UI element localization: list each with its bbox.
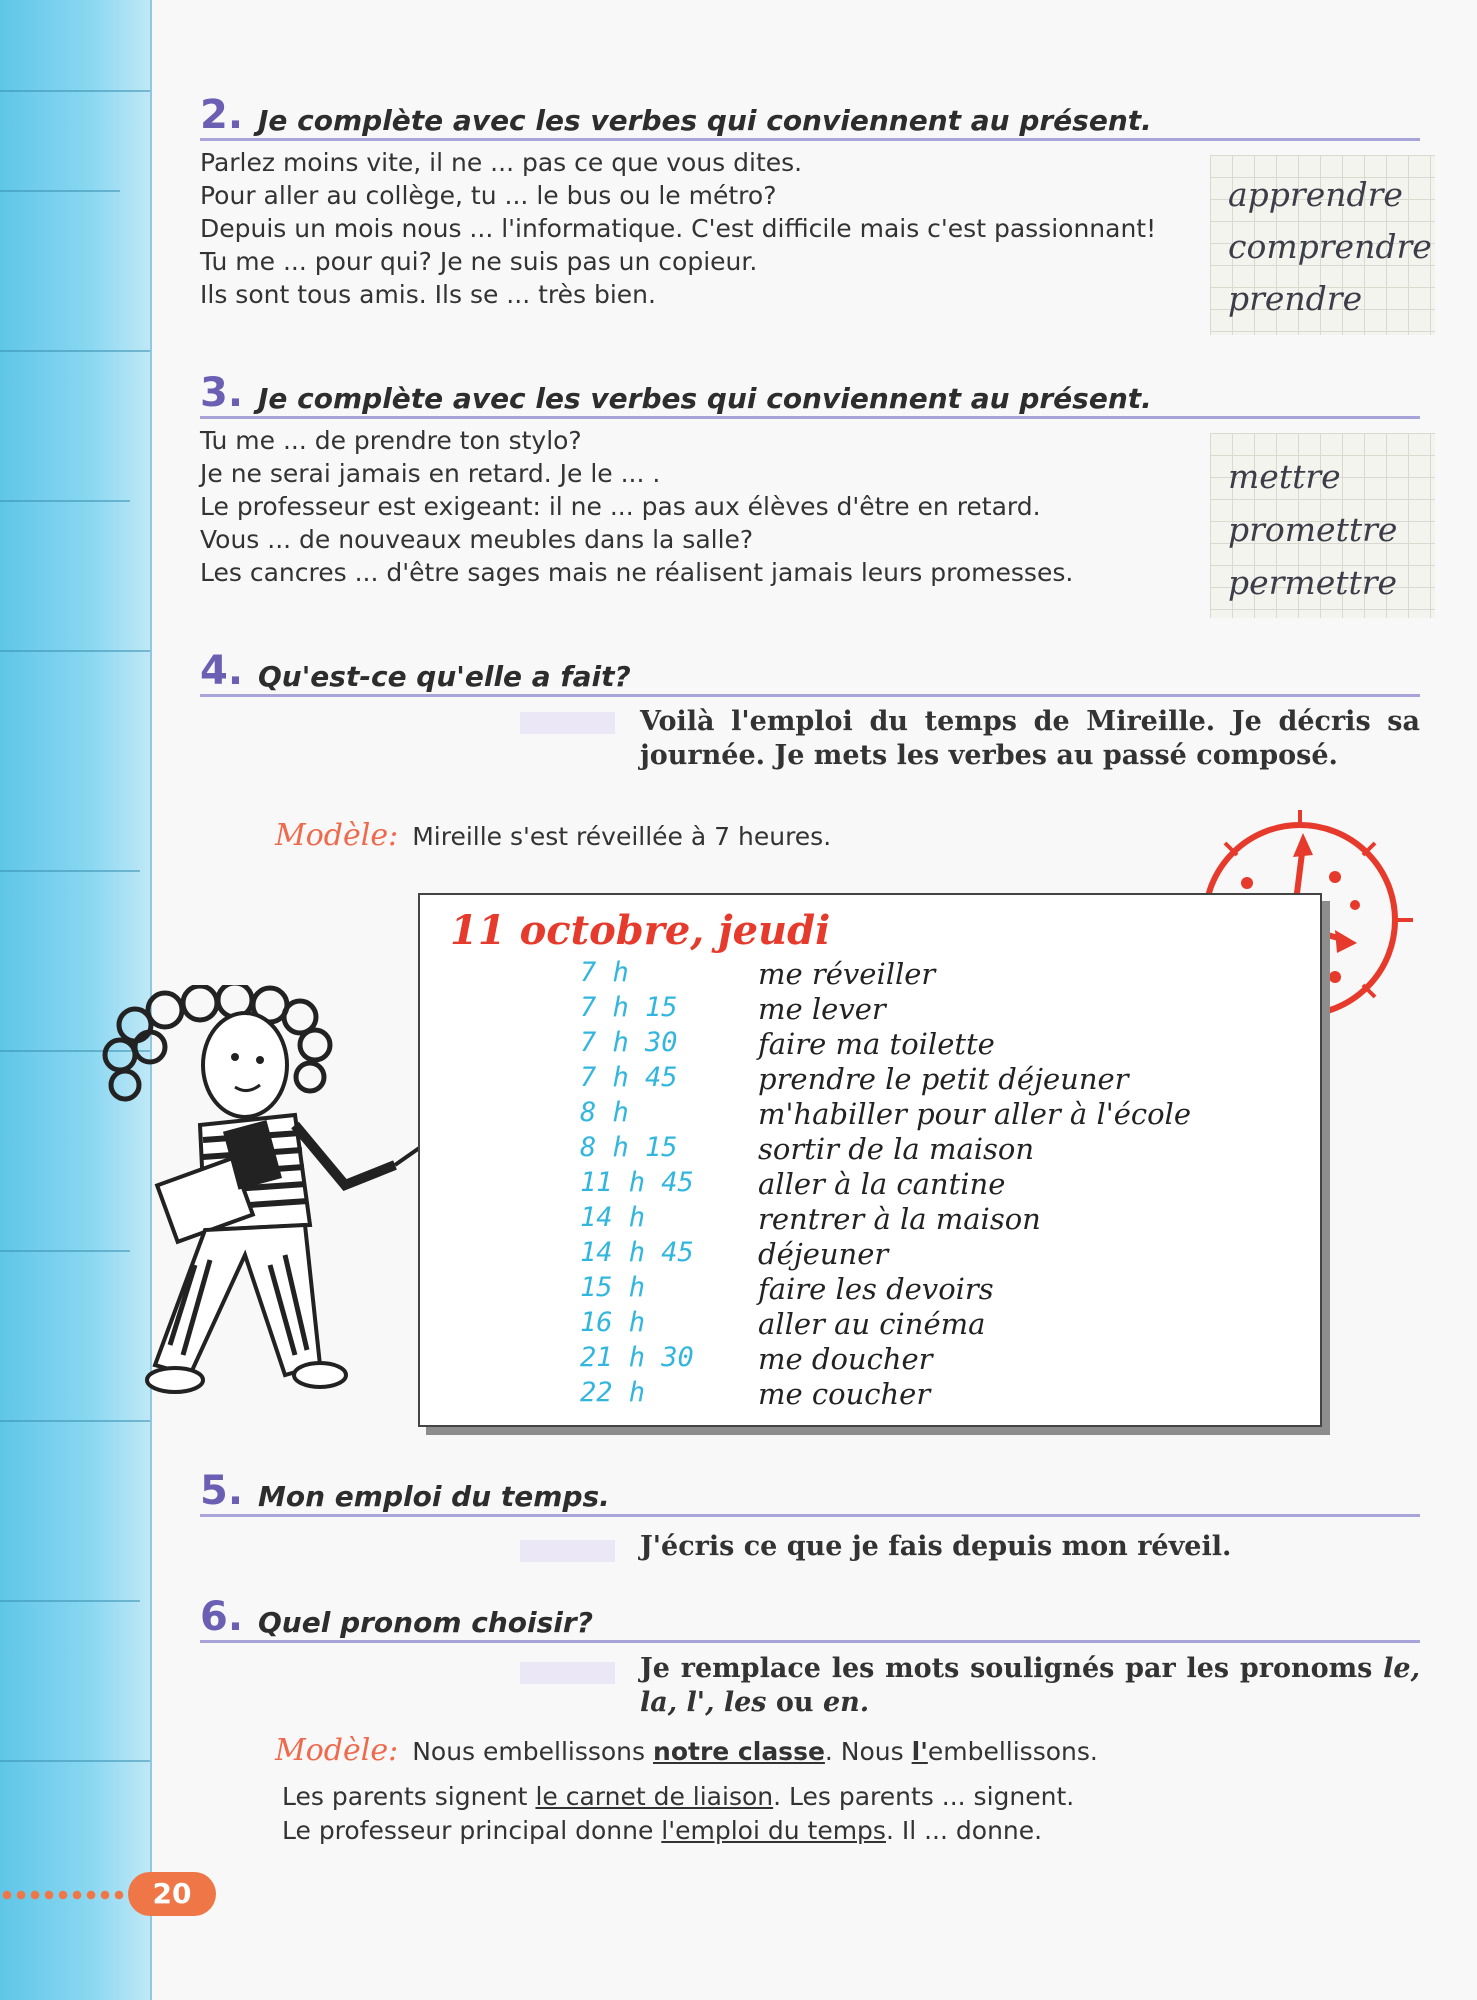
schedule-activity: aller au cinéma xyxy=(758,1307,986,1341)
exercise-number: 3. xyxy=(200,370,244,416)
schedule-time: 14 h 45 xyxy=(580,1237,694,1268)
schedule-time: 21 h 30 xyxy=(580,1342,694,1373)
schedule-time: 8 h 15 xyxy=(580,1132,678,1163)
schedule-row xyxy=(420,1342,1320,1377)
margin-tick xyxy=(0,190,120,192)
margin-tick xyxy=(0,870,140,872)
modele-pronoun: l' xyxy=(911,1737,928,1766)
margin-tick xyxy=(0,350,150,352)
exercise-line: Pour aller au collège, tu ... le bus ou le métro? xyxy=(200,181,777,210)
schedule-card xyxy=(418,893,1322,1427)
exercise-line: Tu me ... pour qui? Je ne suis pas un copieur. xyxy=(200,247,758,276)
tab-mark xyxy=(520,1540,615,1562)
schedule-time: 15 h xyxy=(580,1272,646,1303)
schedule-row xyxy=(420,957,1320,992)
exercise-line: Parlez moins vite, il ne ... pas ce que vous dites. xyxy=(200,148,803,177)
schedule-row xyxy=(420,1307,1320,1342)
schedule-time: 16 h xyxy=(580,1307,646,1338)
underlined-phrase: l'emploi du temps xyxy=(661,1816,886,1845)
modele-text: Mireille s'est réveillée à 7 heures. xyxy=(412,822,832,851)
exercise-6-modele xyxy=(275,1733,1098,1768)
exercise-line: Depuis un mois nous ... l'informatique. C'est difficile mais c'est passionnant! xyxy=(200,214,1157,243)
girl-with-pointer-illustration xyxy=(95,985,455,1425)
word-box-2 xyxy=(1210,155,1435,335)
schedule-activity: m'habiller pour aller à l'école xyxy=(758,1097,1191,1131)
heading-rule xyxy=(200,138,1420,141)
exercise-number: 2. xyxy=(200,92,244,138)
schedule-row xyxy=(420,1132,1320,1167)
modele-text: Nous embellissons xyxy=(412,1737,646,1766)
instruction-en: en. xyxy=(822,1687,870,1718)
exercise-4-modele xyxy=(275,818,831,853)
exercise-line: Tu me ... de prendre ton stylo? xyxy=(200,426,582,455)
schedule-activity: me lever xyxy=(758,992,886,1026)
schedule-time: 7 h xyxy=(580,957,629,988)
instruction-text: Je remplace les mots soulignés par les pronoms xyxy=(640,1653,1373,1684)
exercise-5-heading xyxy=(200,1468,1420,1518)
modele-text: embellissons. xyxy=(927,1737,1098,1766)
exercise-4-instruction: Voilà l'emploi du temps de Mireille. Je décris sa journée. Je mets les verbes au passé composé. xyxy=(640,706,1420,771)
line-text: . Les parents ... signent. xyxy=(773,1782,1075,1811)
schedule-row xyxy=(420,992,1320,1027)
exercise-2-heading xyxy=(200,92,1420,142)
line-text: . Il ... donne. xyxy=(885,1816,1043,1845)
exercise-title: Mon emploi du temps. xyxy=(258,1480,610,1513)
exercise-number: 5. xyxy=(200,1468,244,1514)
exercise-6-instruction xyxy=(640,1652,1420,1720)
exercise-5-instruction: J'écris ce que je fais depuis mon réveil. xyxy=(640,1531,1232,1562)
exercise-3-heading xyxy=(200,370,1420,420)
exercise-line: Ils sont tous amis. Ils se ... très bien. xyxy=(200,280,656,309)
exercise-number: 4. xyxy=(200,648,244,694)
schedule-time: 7 h 45 xyxy=(580,1062,678,1093)
exercise-6-heading xyxy=(200,1594,1420,1644)
exercise-line: Les cancres ... d'être sages mais ne réalisent jamais leurs promesses. xyxy=(200,558,1074,587)
word-bank-item: mettre xyxy=(1228,457,1341,496)
heading-rule xyxy=(200,416,1420,419)
schedule-row xyxy=(420,1167,1320,1202)
page-number-dots xyxy=(0,1890,128,1900)
margin-tick xyxy=(0,90,150,92)
modele-label: Modèle: xyxy=(275,818,399,853)
schedule-time: 8 h xyxy=(580,1097,629,1128)
schedule-time: 7 h 30 xyxy=(580,1027,678,1058)
margin-tick xyxy=(0,1600,140,1602)
schedule-activity: sortir de la maison xyxy=(758,1132,1035,1166)
schedule-row xyxy=(420,1272,1320,1307)
margin-tick xyxy=(0,1760,150,1762)
heading-rule xyxy=(200,1640,1420,1643)
schedule-activity: déjeuner xyxy=(758,1237,889,1271)
schedule-row xyxy=(420,1202,1320,1237)
exercise-title: Je complète avec les verbes qui conviennent au présent. xyxy=(258,104,1152,137)
word-bank-item: promettre xyxy=(1228,510,1398,549)
word-bank-item: permettre xyxy=(1228,563,1398,602)
exercise-4-heading xyxy=(200,648,1420,698)
schedule-activity: me coucher xyxy=(758,1377,931,1411)
page-number: 20 xyxy=(128,1872,216,1916)
exercise-2-text xyxy=(200,146,1185,311)
schedule-activity: faire les devoirs xyxy=(758,1272,994,1306)
line-text: Le professeur principal donne xyxy=(282,1816,654,1845)
schedule-activity: prendre le petit déjeuner xyxy=(758,1062,1129,1096)
schedule-row xyxy=(420,1027,1320,1062)
modele-underlined: notre classe xyxy=(653,1737,825,1766)
modele-text: . Nous xyxy=(824,1737,904,1766)
modele-label: Modèle: xyxy=(275,1733,399,1768)
exercise-number: 6. xyxy=(200,1594,244,1640)
exercise-line: Je ne serai jamais en retard. Je le ... . xyxy=(200,459,661,488)
line-text: Les parents signent xyxy=(282,1782,528,1811)
schedule-activity: faire ma toilette xyxy=(758,1027,995,1061)
word-box-3 xyxy=(1210,433,1435,618)
heading-rule xyxy=(200,694,1420,697)
instruction-ou: ou xyxy=(775,1687,814,1718)
word-bank-item: comprendre xyxy=(1228,227,1432,266)
underlined-phrase: le carnet de liaison xyxy=(535,1782,774,1811)
word-bank-item: apprendre xyxy=(1228,175,1403,214)
schedule-time: 14 h xyxy=(580,1202,646,1233)
schedule-activity: aller à la cantine xyxy=(758,1167,1006,1201)
schedule-time: 22 h xyxy=(580,1377,646,1408)
schedule-row xyxy=(420,1377,1320,1412)
margin-tick xyxy=(0,500,130,502)
schedule-activity: me réveiller xyxy=(758,957,936,991)
schedule-row xyxy=(420,1097,1320,1132)
tab-mark xyxy=(520,712,615,734)
tab-mark xyxy=(520,1662,615,1684)
schedule-time: 11 h 45 xyxy=(580,1167,694,1198)
exercise-title: Quel pronom choisir? xyxy=(258,1606,593,1639)
schedule-activity: rentrer à la maison xyxy=(758,1202,1041,1236)
schedule-activity: me doucher xyxy=(758,1342,933,1376)
schedule-row xyxy=(420,1062,1320,1097)
exercise-line: Le professeur est exigeant: il ne ... pas aux élèves d'être en retard. xyxy=(200,492,1041,521)
schedule-row xyxy=(420,1237,1320,1272)
word-bank-item: prendre xyxy=(1228,279,1363,318)
exercise-line: Vous ... de nouveaux meubles dans la salle? xyxy=(200,525,754,554)
exercise-3-text xyxy=(200,424,1185,589)
exercise-title: Qu'est-ce qu'elle a fait? xyxy=(258,660,631,693)
schedule-time: 7 h 15 xyxy=(580,992,678,1023)
exercise-6-line xyxy=(282,1816,1042,1845)
instruction-pronouns: le, la, l', les xyxy=(640,1653,1420,1718)
exercise-title: Je complète avec les verbes qui conviennent au présent. xyxy=(258,382,1152,415)
schedule-title: 11 octobre, jeudi xyxy=(450,907,831,954)
exercise-6-line xyxy=(282,1782,1074,1811)
margin-tick xyxy=(0,650,150,652)
heading-rule xyxy=(200,1514,1420,1517)
